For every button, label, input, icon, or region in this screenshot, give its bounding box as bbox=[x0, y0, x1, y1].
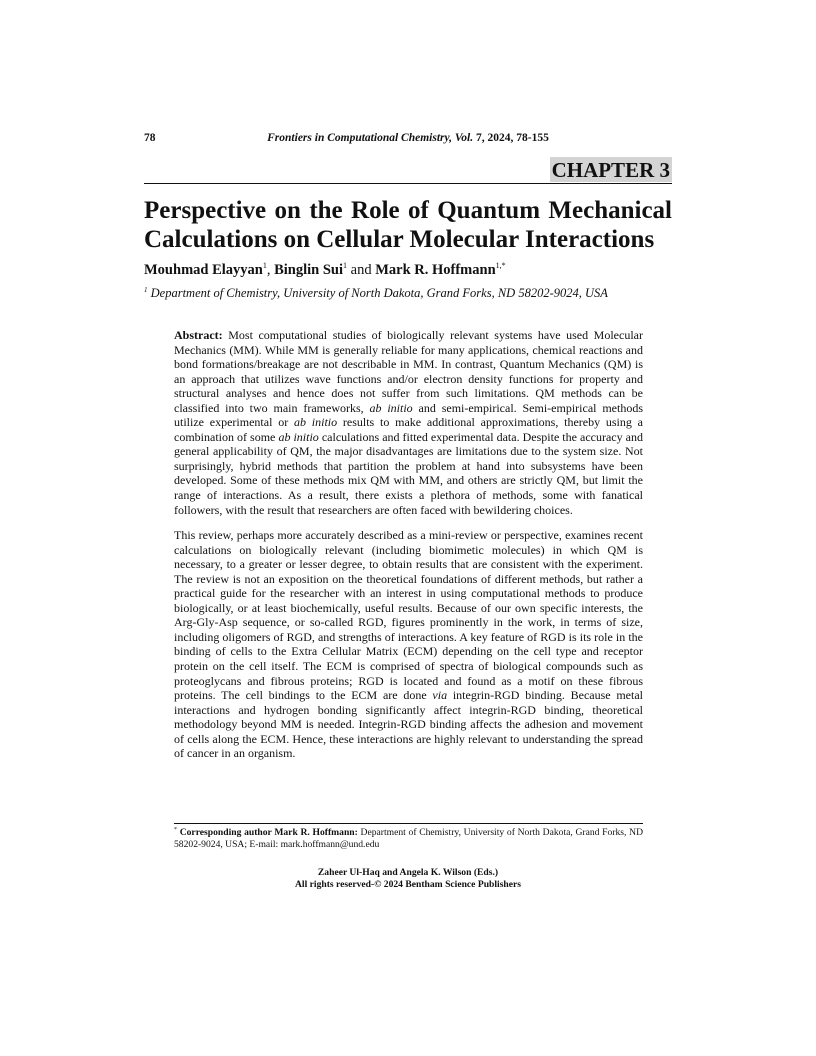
editors-block bbox=[0, 867, 816, 891]
editors-line: Zaheer Ul-Haq and Angela K. Wilson (Eds.) bbox=[317, 867, 499, 878]
footnote-label: Corresponding author Mark R. Hoffmann: bbox=[177, 827, 358, 838]
author-list: Mouhmad Elayyan$^1$, Binglin Sui$^1$ and Mark R. Hoffmann$^{1,*}$ bbox=[144, 261, 506, 278]
abstract-paragraph-1: Abstract: Most computational studies of biologically relevant systems have used Molecular Mechanics (MM). While MM is generally reliable for many applications, chemical reactions and bond formations/breakage are not describable in MM. In contrast, Quantum Mechanics (QM) is an approach that utilizes wave functions and/or electron density functions for property and structural analyses and hence does not suffer from such limitations. QM methods can be classified into two main frameworks, ab initio and semi-empirical. Semi-empirical methods utilize experimental or ab initio results to make additional approximations, thereby using a combination of some ab initio calculations and fitted experimental data. Despite the accuracy and general applicability of QM, the major disadvantages are limitations due to the system size. Not surprisingly, hybrid methods that partition the problem at hand into subsystems have been developed. Some of these methods mix QM with MM, and others are strictly QM, but limit the range of interactions. As a result, there exists a plethora of methods, some with fanatical followers, with the result that researchers are often faced with bewildering choices. bbox=[174, 328, 643, 517]
footnote-text: Department of Chemistry, University of North Dakota, Grand Forks, ND 58202-9024, USA; E-mail: mark.hoffmann@und.edu bbox=[174, 827, 643, 850]
abstract bbox=[174, 328, 643, 761]
abstract-paragraph-2: This review, perhaps more accurately described as a mini-review or perspective, examines recent calculations on biologically relevant (including biomimetic molecules) in which QM is necessary, to a greater or lesser degree, to obtain results that are consistent with the experiment. The review is not an exposition on the theoretical foundations of different methods, but rather a practical guide for the researcher with an interest in using computational methods to produce biologically, or at least biochemically, useful results. Because of our own specific interests, the Arg-Gly-Asp sequence, or so-called RGD, figures prominently in the work, in terms of size, including oligomers of RGD, and strengths of interactions. A key feature of RGD is its role in the binding of cells to the Extra Cellular Matrix (ECM) depending on the cell type and receptor protein on the cell itself. The ECM is comprised of spectra of biological compounds such as proteoglycans and fibrous proteins; RGD is located and found as a motif on these fibrous proteins. The cell bindings to the ECM are done via integrin-RGD binding. Because metal interactions and hydrogen bonding significantly affect integrin-RGD binding, theoretical methodology beyond MM is needed. Integrin-RGD binding affects the adhesion and movement of cells along the ECM. Hence, these interactions are highly relevant to understanding the spread of cancer in an organism. bbox=[174, 528, 643, 761]
title-line-1: Perspective on the Role of Quantum Mechanical bbox=[144, 197, 672, 224]
title-line-2: Calculations on Cellular Molecular Interactions bbox=[144, 226, 655, 253]
running-header bbox=[0, 132, 816, 144]
author-2: Binglin Sui bbox=[274, 262, 344, 278]
footnote-rule bbox=[174, 823, 643, 824]
abstract-label: Abstract: bbox=[174, 328, 223, 342]
author-connector: and bbox=[347, 262, 376, 278]
footnote-marker: * bbox=[174, 827, 177, 833]
affiliation-text: Department of Chemistry, University of North Dakota, Grand Forks, ND 58202-9024, USA bbox=[147, 286, 608, 300]
author-3-affil: 1,* bbox=[495, 261, 506, 270]
chapter-label: CHAPTER 3 bbox=[551, 158, 670, 182]
journal-volume: 7 bbox=[476, 132, 482, 144]
author-1-affil: 1 bbox=[262, 261, 267, 270]
page-number: 78 bbox=[144, 132, 156, 144]
header-rule bbox=[144, 183, 672, 184]
affiliation bbox=[144, 286, 608, 301]
journal-year-pages: , 2024, 78-155 bbox=[481, 132, 549, 144]
corresponding-author-footnote bbox=[174, 827, 643, 851]
author-2-affil: 1 bbox=[343, 261, 348, 270]
author-3: Mark R. Hoffmann bbox=[375, 262, 496, 278]
journal-title: Frontiers in Computational Chemistry, Vol. bbox=[267, 132, 477, 144]
copyright-line: All rights reserved-© 2024 Bentham Science Publishers bbox=[294, 879, 522, 890]
author-1: Mouhmad Elayyan bbox=[144, 262, 263, 278]
paper-title bbox=[144, 196, 672, 254]
affiliation-marker: 1 bbox=[144, 286, 148, 294]
